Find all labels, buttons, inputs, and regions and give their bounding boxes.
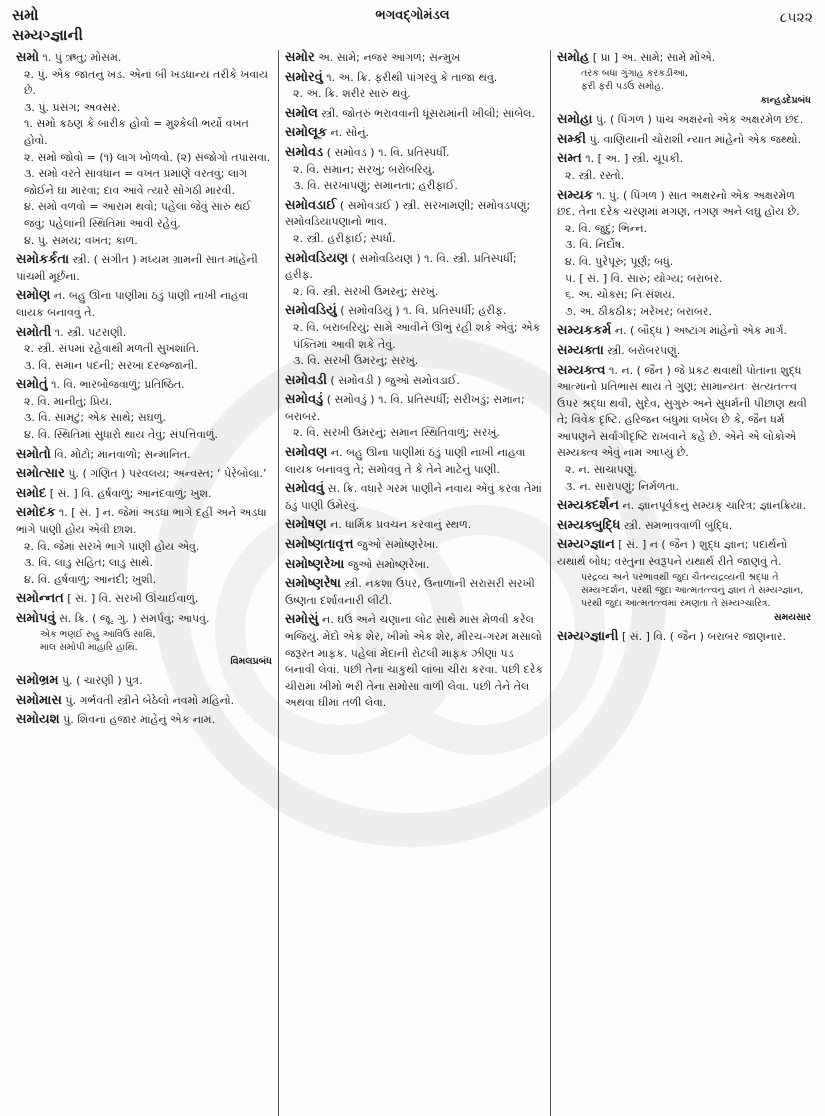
sub-definition: ૩. વિ. સામટું; એક સાથે; સઘળું. <box>24 411 166 425</box>
definition: ન. ( બૌદ્ધ ) અષ્ટાંગ માંહેનો એક માર્ગ. <box>614 324 788 338</box>
headword: સમોતું <box>16 377 48 393</box>
definition: [ સં. ] વિ. હર્ષવાળું; આનંદવાળું; ખુશ. <box>49 486 212 500</box>
headword: સમોવડી <box>285 372 327 388</box>
headword: સમોષ્ણરેષા <box>285 576 341 592</box>
headword: સમોયશ <box>16 712 60 728</box>
dictionary-entry <box>285 537 544 554</box>
definition: સ્ત્રી. સમભાવવાળી બુદ્ધિ. <box>623 518 733 532</box>
definition: ૧. પું ઋતુ; મોસમ. <box>42 51 122 64</box>
dictionary-entry <box>16 486 272 503</box>
dictionary-entry <box>557 343 811 360</box>
headword: સમોર <box>285 50 315 65</box>
sub-definition: ૨. વિ. સ્ત્રી. સરખી ઉમરનું; સરખું. <box>293 284 439 298</box>
sub-definition: ૪. વિ. પુરેપૂરું; પૂર્ણ; બધું. <box>565 254 674 268</box>
dictionary-entry <box>16 505 272 588</box>
headword: સમોહા <box>557 112 593 128</box>
sub-definition: ૨. અ. ક્રિ. શરીર સારું થવું. <box>293 87 411 101</box>
dictionary-entry <box>16 447 272 464</box>
sub-definition: ૪. સમો વળવો = આરામ થવો; પહેલાં જેવું સારું થઈ જવું; પહેલાંની સ્થિતિમાં આવી રહેવું. <box>24 200 252 230</box>
dictionary-entry <box>285 70 544 103</box>
definition: [ સં. ] વિ. ( જૈન ) બરાબર જાણનાર. <box>621 630 786 644</box>
dictionary-entry <box>16 466 272 483</box>
sub-definition: ૩. વિ. સમાન પદની; સરખા દરજ્જાની. <box>24 358 198 372</box>
headword: સમોવડિયણ <box>285 250 349 266</box>
headword: સમોપવું <box>16 611 56 626</box>
page-header <box>12 6 813 50</box>
definition: ન. બહુ ઊના પાણીમાં ઠંડું પાણી નાખી નાહવા લાયક બનાવવું તે. <box>16 289 249 319</box>
dictionary-entry <box>16 252 272 285</box>
headword: સમોષ્ણતાવૃત્ત <box>285 537 354 553</box>
sub-definition: ૪. વિ. સ્થિતિમાં સુધારો થાય તેવું; સંપત્તિવાળું. <box>24 428 218 442</box>
definition: ( સમોવડ ) ૧. વિ. પ્રતિસ્પર્ધી. <box>326 145 450 159</box>
dictionary-entry <box>16 591 272 608</box>
definition: ન. બહુ ઊના પાણીમાં ઠંડું પાણી નાખી નાહવા લાયક બનાવવું તે; સમોવવું તે કે તેને માટેનું પાણી. <box>285 446 526 476</box>
headword: સમોલ <box>285 105 318 121</box>
column-3 <box>550 50 817 1116</box>
page-number: ૮૫૨૨ <box>779 10 813 26</box>
dictionary-entry <box>16 377 272 443</box>
quotation-line: એક ભણઈ રુહુ આવિઉ સાથિ, <box>40 628 156 640</box>
sub-definition: ૨. પું. એક જાતનું ખડ. એનાં બી ખડધાન્ય તરીકે ખવાય છે. <box>24 67 268 98</box>
quotation-line: ફરી ફરી પડઉ સમોહ. <box>581 80 664 92</box>
headword: સમોવવું <box>285 481 325 497</box>
definition: ૧. [ અ. ] સ્ત્રી. ચૂપકી. <box>585 152 684 166</box>
definition: સ્ત્રી. જોતરું ભરાવવાની ધૂંસરામાંની ખીલી; સાંબેલ. <box>321 106 535 120</box>
sub-definition: ૩. સમો વરતે સાવધાન = વખત પ્રમાણે વરતવું; લાગ જોઈને ઘા મારવા; દાવ આવે ત્યારે સોગઠી મારવી. <box>24 167 248 197</box>
headword: સમોવડ <box>285 144 324 160</box>
column-2 <box>278 50 550 1116</box>
definition: [ પ્રા ] અ. સામે; સામે મોંએ. <box>592 51 716 64</box>
definition: પું. ( ગણિત ) પરવલય; અન્વસ્ત; ‘ પેરેબોલા.’ <box>68 467 267 481</box>
dictionary-entry <box>557 112 811 129</box>
headword: સમ્કી <box>557 131 587 147</box>
headword: સમોષણ <box>285 517 327 533</box>
sub-definition: ૨. સમો જોવો = (૧) લાગ ખોળવો. (૨) સંજોગો તપાસવા. <box>24 150 271 164</box>
dictionary-entry <box>285 612 544 712</box>
definition: ન. ઘઉં અને ચણાના લોટ સાથે માંસ મેળવી કરેલ ભજિયું. મેંદો એક શેર, ખીમો એક શેર, મીરચ-ગરમ મસાલો જરૂરત માફક. પહેલાં મેંદાની રોટલી માફક ઝીણાં પડ બનાવી લેવાં. પછી તેના ચાકુથી લાંબા ચીરા કરવા. પછી દરેક ચીરામાં ખીમો ભરી તેના સમોસા વાળી લેવા. પછી તેને તેલ અથવા ઘીમાં તળી લેવા. <box>285 613 544 710</box>
dictionary-entry <box>557 188 811 321</box>
dictionary-entry <box>285 373 544 390</box>
headword: સમોવડું <box>285 392 324 408</box>
sub-definition: ૩. વિ. નિર્દોષ. <box>565 238 625 252</box>
headword: સમોણ <box>16 288 51 304</box>
sub-definition: ૩. વિ. લાડુ સહિત; લાડુ સાથે. <box>24 556 153 570</box>
dictionary-entry <box>16 611 272 670</box>
headword: સમોદ <box>16 485 47 501</box>
headword: સમોહ <box>557 50 590 65</box>
headword: સમોમાસ <box>16 692 62 708</box>
definition: વિ. મોટો; માનવાળો; સન્માનિત. <box>54 447 191 461</box>
dictionary-entry <box>557 498 811 515</box>
definition: પું. ગર્ભવતી સ્ત્રીને બેઠેલો નવમો મહિનો. <box>65 693 235 707</box>
dictionary-entry <box>285 125 544 142</box>
headword: સમ્યક <box>557 187 593 203</box>
definition: પું. ( ચારણી ) પુત્ર. <box>62 674 143 688</box>
headword: સમ્યક્તા <box>557 342 604 358</box>
dictionary-entry <box>557 518 811 535</box>
headword: સમ્ત <box>557 151 582 167</box>
sub-definition: ૨. વિ. જેમાં સરખે ભાગે પાણી હોય એવું. <box>24 539 200 553</box>
dictionary-entry <box>285 517 544 534</box>
quotation-line: પરદ્રવ્ય અને પરભાવથી જુદા ચૈતન્યદ્રવ્યની શ્રદ્ધા તે સમ્યગ્દર્શન, પરથી જુદા આત્મતત્ત્વનું જ્ઞાન તે સમ્યગ્જ્ઞાન, પરથી જુદા આત્મતત્ત્વમાં રમણતા તે સમ્યગ્ચારિત્ર. <box>581 571 804 609</box>
quotation-source: વિમલપ્રબંધ <box>230 655 272 667</box>
definition: ન. જ્ઞાનપૂર્વકનું સમ્યક્ ચારિત્ર; જ્ઞાનક્રિયા. <box>622 499 806 513</box>
headword: સમ્યકકર્મ <box>557 323 612 339</box>
headword: સમોવડિયું <box>285 303 337 319</box>
sub-definition: ૧. સમો કઠણ કે બારીક હોવો = મુશ્કેલી ભર્યો વખત હોવો. <box>24 117 249 147</box>
headword: સમ્યક્બુદ્ધિ <box>557 517 621 533</box>
sub-definition: ૩. વિ. સરખી ઉમરનું; સરખું. <box>293 354 419 368</box>
definition: ( સમોવડિયણ ) ૧. વિ. સ્ત્રી. પ્રતિસ્પર્ધી; હરીફ. <box>285 251 517 282</box>
headword: સમોસું <box>285 612 319 628</box>
headword: સમોભ્રમ <box>16 673 59 689</box>
sub-definition: ૨. વિ. માનીતું; પ્રિય. <box>24 394 113 408</box>
headword: સમ્યક્દર્શન <box>557 498 619 514</box>
definition: ( સમોવડાઈ ) સ્ત્રી. સરખામણી; સમોવડપણું; સમોવડિયાપણાનો ભાવ. <box>285 198 531 229</box>
definition: પું. શિવનાં હજાર માંહેનું એક નામ. <box>63 713 216 727</box>
definition: [ સં. ] ન ( જૈન ) શુદ્ધ જ્ઞાન; પદાર્થનો યથાર્થ બોધ; વસ્તુના સ્વરૂપને યથાર્થ રીતે જાણવું તે. <box>557 538 788 569</box>
page-title: ભગવદ્ગોમંડલ <box>375 8 450 23</box>
definition: ૧. [ સં. ] ન. જેમાં અડધા ભાગે દહીં અને અડધા ભાગે પાણી હોય એવી છાશ. <box>16 506 267 537</box>
dictionary-entry <box>285 445 544 478</box>
definition: સ્ત્રી. બરોબરપણું. <box>607 343 681 357</box>
column-1 <box>10 50 278 1116</box>
quotation-source: કાન્હડદેપ્રબંધ <box>760 94 811 106</box>
definition: અ. સામે; નજર આગળ; સન્મુખ <box>318 51 461 64</box>
dictionary-columns <box>10 50 817 1116</box>
definition: ૧. વિ. ભારબોજવાળું; પ્રતિષ્ઠિત. <box>51 378 185 392</box>
quotation-line: તરક બધા ગુંગાહ કરકડીઆ, <box>581 67 688 79</box>
dictionary-entry <box>16 712 272 729</box>
definition: પું. ( પિંગળ ) પાંચ અક્ષરનો એક અક્ષરમેળ છંદ. <box>595 113 804 127</box>
dictionary-entry <box>285 106 544 123</box>
headword: સમોન્નત <box>16 591 64 607</box>
dictionary-entry <box>557 363 811 496</box>
headword: સમોતો <box>16 446 51 462</box>
sub-definition: ૨. સ્ત્રી. હરીફાઈ; સ્પર્ધા. <box>293 231 396 245</box>
dictionary-entry <box>557 629 811 646</box>
definition: ન. ધાર્મિક પ્રવચન કરવાનું સ્થળ. <box>330 518 472 532</box>
definition: ( સમોવડી ) જુઓ સમોવડાઈ. <box>330 373 460 387</box>
headword: સમોત્સાર <box>16 466 65 482</box>
headword: સમ્યગ્જ્ઞાન <box>557 537 615 553</box>
definition: સ્ત્રી. ( સંગીત ) મધ્યમ ગ્રામની સાત માંહેની પાંચમી મૂર્છના. <box>16 253 258 283</box>
definition: સ. ક્રિ. વધારે ગરમ પાણીને નવાય એવું કરવા તેમાં ઠંડું પાણી ઉમેરવું. <box>285 482 542 512</box>
headword: સમોકર્કતા <box>16 252 70 268</box>
sub-definition: ૨. વિ. સમાન; સરખું; બરોબરિયું. <box>293 162 436 176</box>
dictionary-entry <box>285 481 544 514</box>
definition: ૧. સ્ત્રી. પટરાણી. <box>54 325 127 339</box>
dictionary-entry <box>16 325 272 375</box>
definition: ન. સોનું. <box>330 126 370 140</box>
dictionary-entry <box>16 288 272 321</box>
sub-definition: ૨. સ્ત્રી. સંપમાં રહેવાથી મળતી સુખશાંતિ. <box>24 342 200 356</box>
headword: સમોરવું <box>285 69 323 85</box>
definition: ૧. ન. ( જૈન ) જે પ્રકટ થવાથી પોતાના શુદ્ધ આત્માનો પ્રતિભાસ થાય તે ગુણ; સામાન્યતઃ સત્યતત્ત્વ ઉપર શ્રદ્ધા થવી, સુદેવ, સુગુરુ અને સુધર્મની પીછાણ થવી તે; વિવેક દૃષ્ટિ. હરિજન બંધુમાં લખેલ છે કે, જૈન ધર્મ આપણને સર્વાંગીદૃષ્ટિ રાખવાને કહે છે. એને એ લોકોએ સમ્યક્ત્વ એવું નામ આપ્યું છે. <box>557 363 807 460</box>
dictionary-entry <box>16 693 272 710</box>
sub-definition: ૭. અ. ઠીકઠીક; ખરેખર; બરાબર. <box>565 304 712 318</box>
sub-definition: ૩. ન. સારાપણું; નિર્મળતા. <box>565 479 679 493</box>
dictionary-entry <box>557 132 811 149</box>
headword: સમોવણ <box>285 445 328 461</box>
sub-definition: ૪. પું. સમય; વખત; કાળ. <box>24 233 138 247</box>
sub-definition: ૬. અ. ચોક્સ; નિઃસંશય. <box>565 288 676 302</box>
sub-definition: ૨. સ્ત્રી. રસ્તો. <box>565 168 625 182</box>
dictionary-entry <box>557 323 811 340</box>
definition: ( સમોવડું ) ૧. વિ. પ્રતિસ્પર્ધી; સરીખડું; સમાન; બરાબર. <box>285 393 525 423</box>
sub-definition: ૨. ન. સાચાપણું. <box>565 463 637 477</box>
definition: ૧. પું. ( પિંગળ ) સાત અક્ષરનો એક અક્ષરમેળ છંદ. તેના દરેક ચરણમાં મગણ, તગણ અને લઘુ હોય છે. <box>557 188 800 219</box>
definition: જુઓ સમોષ્ણરેખા. <box>347 557 430 571</box>
sub-definition: ૨. વિ. જુદું; ભિન્ન. <box>565 221 648 235</box>
headword: સમોતી <box>16 324 52 340</box>
headword: સમ્યક્ત્વ <box>557 362 606 378</box>
headword: સમોષ્ણરેખા <box>285 556 345 572</box>
dictionary-entry <box>285 50 544 67</box>
dictionary-entry <box>16 673 272 690</box>
guide-word-last: સમ્યગ્જ્ઞાની <box>12 26 83 44</box>
dictionary-entry <box>285 303 544 369</box>
sub-definition: ૩. પું. પ્રસંગ; અવસર. <box>24 100 121 114</box>
headword: સમોવડાઈ <box>285 197 337 213</box>
definition: સ્ત્રી. નકશા ઉપર, ઉનાળાની સરાસરી સરખી ઉષ્ણતા દર્શાવનારી લીટી. <box>285 577 535 607</box>
sub-definition: ૩. વિ. સરખાપણું; સમાનતા; હરીફાઈ. <box>293 179 458 193</box>
sub-definition: ૪. વિ. હર્ષવાળું; આનંદી; ખુશી. <box>24 572 157 586</box>
definition: ૧. અ. ક્રિ. ફરીથી પાંગરવું કે તાજા થવું. <box>326 70 498 84</box>
definition: ( સમોવડિયું ) ૧. વિ. પ્રતિસ્પર્ધી; હરીફ. <box>340 304 507 318</box>
dictionary-entry <box>285 557 544 574</box>
definition: સ. ક્રિ. ( જૂ. ગુ. ) સમર્પવું; આપવું. <box>59 612 210 625</box>
definition: પું. વાણિયાની ચોરાશી ન્યાત માંહેનો એક જથ્થો. <box>589 132 801 146</box>
dictionary-entry <box>557 151 811 184</box>
sub-definition: ૨. વિ. બરાબરિયું; સામે આવીને ઊભું રહી શકે એવું; એક પંક્તિમાં આવી શકે તેવું. <box>293 320 541 351</box>
quotation-line: માલ સમોપી માહારિ હાથિ. <box>40 641 138 653</box>
dictionary-entry <box>285 198 544 248</box>
dictionary-entry <box>285 145 544 195</box>
dictionary-entry <box>557 50 811 109</box>
guide-word-first: સમો <box>12 6 39 24</box>
sub-definition: ૫. [ સં. ] વિ. સારું; યોગ્ય; બરાબર. <box>565 271 723 285</box>
quotation-source: સમયસાર <box>773 611 811 623</box>
sub-definition: ૨. વિ. સરખી ઉમરનું; સમાન સ્થિતિવાળું; સરખું. <box>293 426 500 440</box>
headword: સમોલૂક <box>285 125 327 141</box>
dictionary-entry <box>285 251 544 301</box>
headword: સમોદક <box>16 505 56 521</box>
headword: સમ્યગ્જ્ઞાની <box>557 629 619 645</box>
definition: [ સં. ] વિ. સરખી ઊંચાઈવાળું. <box>67 592 199 606</box>
dictionary-entry <box>16 50 272 249</box>
dictionary-entry <box>285 392 544 442</box>
definition: જુઓ સમોષ્ણરેખા. <box>357 538 439 552</box>
dictionary-entry <box>557 537 811 626</box>
dictionary-entry <box>285 576 544 609</box>
headword: સમો <box>16 50 39 65</box>
